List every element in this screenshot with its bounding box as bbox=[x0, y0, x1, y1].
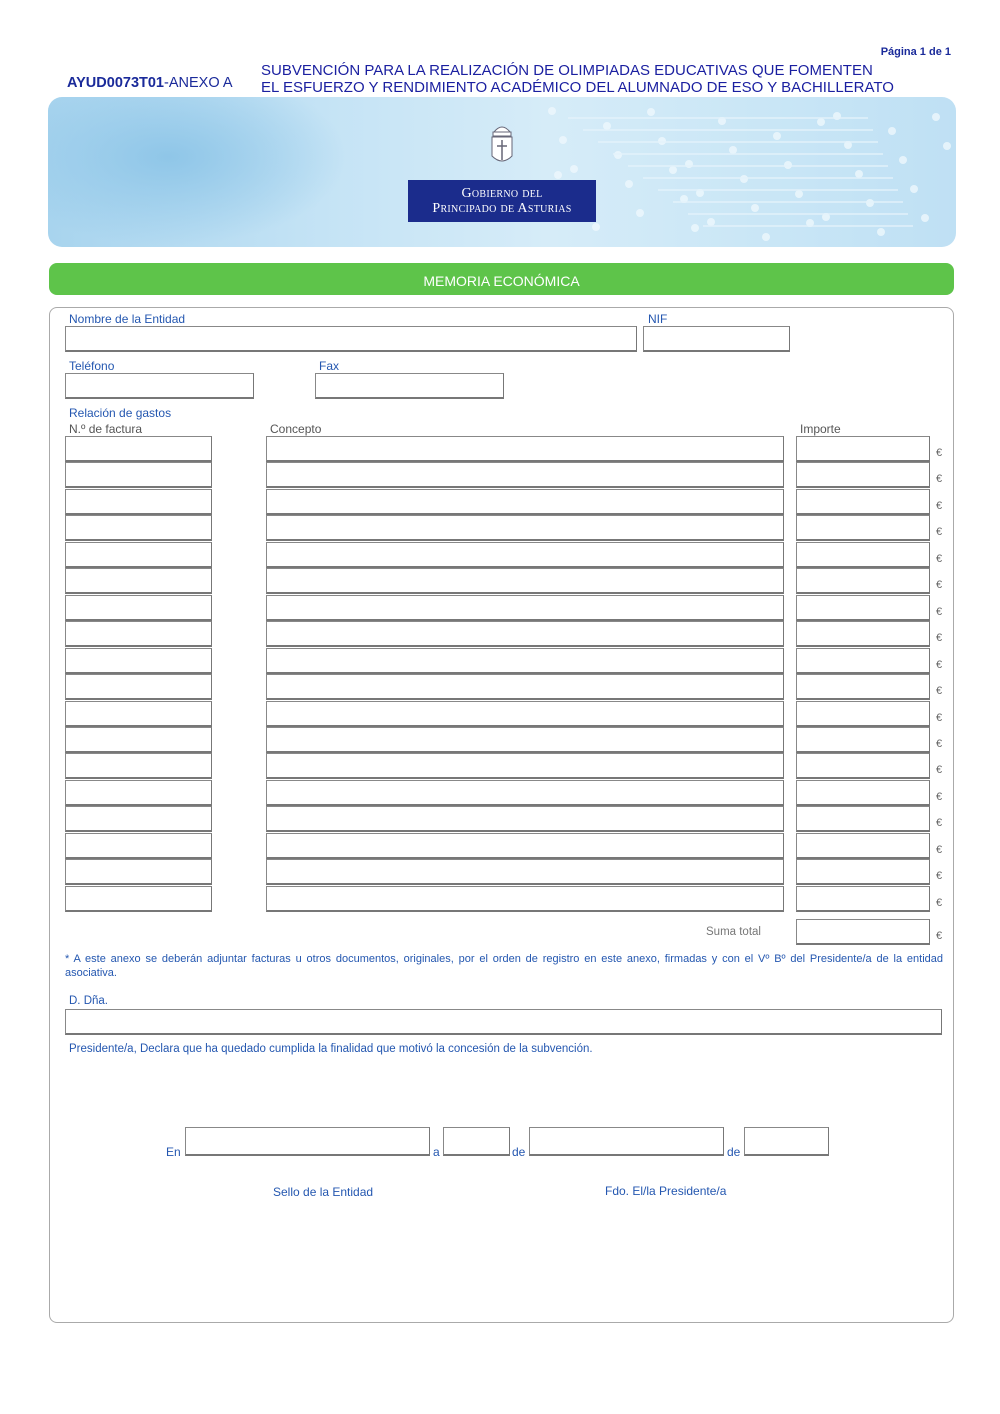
concept-input[interactable] bbox=[266, 515, 784, 541]
circuit-dot bbox=[647, 108, 655, 116]
total-input[interactable] bbox=[796, 919, 930, 945]
concept-input[interactable] bbox=[266, 806, 784, 832]
circuit-trace bbox=[673, 201, 903, 203]
circuit-dot bbox=[899, 156, 907, 164]
circuit-dot bbox=[559, 136, 567, 144]
expenses-label: Relación de gastos bbox=[69, 406, 172, 420]
attachment-note: * A este anexo se deberán adjuntar facturas u otros documentos, originales, por el orden de registro en este anexo, firmadas y con el Vº Bº del Presidente/a de la entidad asociativa. bbox=[65, 953, 943, 979]
invoice-number-input[interactable] bbox=[65, 833, 212, 859]
logo-line-2: Principado de Asturias bbox=[432, 201, 572, 216]
invoice-number-input[interactable] bbox=[65, 621, 212, 647]
circuit-dot bbox=[817, 118, 825, 126]
circuit-trace bbox=[628, 165, 888, 167]
month-input[interactable] bbox=[529, 1127, 724, 1156]
total-currency: € bbox=[936, 930, 943, 942]
currency-symbol: € bbox=[936, 526, 943, 538]
amount-input[interactable] bbox=[796, 859, 930, 885]
month-label: de bbox=[512, 1145, 526, 1159]
concept-input[interactable] bbox=[266, 568, 784, 594]
currency-symbol: € bbox=[936, 685, 943, 697]
annex-label: -ANEXO A bbox=[164, 75, 233, 91]
circuit-dot bbox=[773, 132, 781, 140]
form-code-id: AYUD0073T01 bbox=[67, 75, 164, 91]
amount-input[interactable] bbox=[796, 462, 930, 488]
circuit-trace bbox=[598, 141, 878, 143]
logo-line-1: Gobierno del bbox=[461, 186, 543, 201]
circuit-dot bbox=[921, 214, 929, 222]
name-label: D. Dña. bbox=[69, 995, 108, 1007]
circuit-dot bbox=[548, 107, 556, 115]
concept-input[interactable] bbox=[266, 595, 784, 621]
invoice-number-input[interactable] bbox=[65, 886, 212, 912]
entity-name-label: Nombre de la Entidad bbox=[69, 312, 186, 326]
currency-symbol: € bbox=[936, 870, 943, 882]
circuit-dot bbox=[691, 224, 699, 232]
nif-input[interactable] bbox=[643, 326, 790, 352]
phone-label: Teléfono bbox=[69, 359, 115, 373]
concept-column-header: Concepto bbox=[270, 422, 322, 436]
invoice-number-input[interactable] bbox=[65, 648, 212, 674]
form-code bbox=[67, 75, 233, 91]
currency-symbol: € bbox=[936, 447, 943, 459]
invoice-number-input[interactable] bbox=[65, 542, 212, 568]
fax-label: Fax bbox=[319, 359, 340, 373]
concept-input[interactable] bbox=[266, 753, 784, 779]
invoice-number-input[interactable] bbox=[65, 462, 212, 488]
circuit-dot bbox=[636, 209, 644, 217]
amount-input[interactable] bbox=[796, 833, 930, 859]
circuit-dot bbox=[910, 185, 918, 193]
concept-input[interactable] bbox=[266, 727, 784, 753]
circuit-trace bbox=[688, 213, 908, 215]
concept-input[interactable] bbox=[266, 462, 784, 488]
invoice-number-input[interactable] bbox=[65, 753, 212, 779]
seal-label: Sello de la Entidad bbox=[273, 1185, 374, 1199]
invoice-number-input[interactable] bbox=[65, 515, 212, 541]
concept-input[interactable] bbox=[266, 886, 784, 912]
day-label: a bbox=[433, 1145, 440, 1159]
header-banner bbox=[48, 97, 956, 247]
declaration-text: Presidente/a, Declara que ha quedado cumplida la finalidad que motivó la concesión de la subvención. bbox=[69, 1043, 593, 1055]
amount-input[interactable] bbox=[796, 489, 930, 515]
title-line-1: SUBVENCIÓN PARA LA REALIZACIÓN DE OLIMPIADAS EDUCATIVAS QUE FOMENTEN bbox=[261, 62, 873, 79]
banner-photo bbox=[48, 97, 348, 247]
invoice-number-input[interactable] bbox=[65, 701, 212, 727]
circuit-dot bbox=[751, 204, 759, 212]
circuit-dot bbox=[943, 142, 951, 150]
circuit-dot bbox=[888, 127, 896, 135]
coat-of-arms-icon bbox=[488, 122, 516, 166]
currency-symbol: € bbox=[936, 659, 943, 671]
document-title bbox=[261, 62, 894, 96]
amount-input[interactable] bbox=[796, 648, 930, 674]
currency-symbol: € bbox=[936, 632, 943, 644]
page-indicator: Página 1 de 1 bbox=[880, 46, 951, 58]
circuit-dot bbox=[592, 223, 600, 231]
amount-input[interactable] bbox=[796, 886, 930, 912]
amount-input[interactable] bbox=[796, 727, 930, 753]
currency-symbol: € bbox=[936, 606, 943, 618]
invoice-number-input[interactable] bbox=[65, 595, 212, 621]
amount-input[interactable] bbox=[796, 542, 930, 568]
currency-symbol: € bbox=[936, 500, 943, 512]
amount-input[interactable] bbox=[796, 515, 930, 541]
phone-input[interactable] bbox=[65, 373, 254, 399]
currency-symbol: € bbox=[936, 579, 943, 591]
amount-input[interactable] bbox=[796, 701, 930, 727]
circuit-dot bbox=[877, 228, 885, 236]
amount-input[interactable] bbox=[796, 753, 930, 779]
invoice-number-input[interactable] bbox=[65, 674, 212, 700]
concept-input[interactable] bbox=[266, 436, 784, 462]
currency-symbol: € bbox=[936, 553, 943, 565]
amount-input[interactable] bbox=[796, 568, 930, 594]
invoice-column-header: N.º de factura bbox=[69, 422, 143, 436]
nif-label: NIF bbox=[648, 312, 668, 326]
amount-input[interactable] bbox=[796, 595, 930, 621]
entity-name-input[interactable] bbox=[65, 326, 637, 352]
concept-input[interactable] bbox=[266, 859, 784, 885]
currency-symbol: € bbox=[936, 844, 943, 856]
concept-input[interactable] bbox=[266, 489, 784, 515]
currency-symbol: € bbox=[936, 817, 943, 829]
amount-column-header: Importe bbox=[800, 422, 841, 436]
amount-input[interactable] bbox=[796, 621, 930, 647]
currency-symbol: € bbox=[936, 473, 943, 485]
circuit-trace bbox=[568, 117, 868, 119]
circuit-dot bbox=[762, 233, 770, 241]
circuit-dot bbox=[554, 171, 562, 179]
concept-input[interactable] bbox=[266, 674, 784, 700]
amount-input[interactable] bbox=[796, 436, 930, 462]
currency-symbol: € bbox=[936, 764, 943, 776]
concept-input[interactable] bbox=[266, 780, 784, 806]
name-input[interactable] bbox=[65, 1009, 942, 1035]
concept-input[interactable] bbox=[266, 833, 784, 859]
amount-input[interactable] bbox=[796, 674, 930, 700]
circuit-trace bbox=[613, 153, 883, 155]
invoice-number-input[interactable] bbox=[65, 780, 212, 806]
circuit-trace bbox=[703, 225, 913, 227]
concept-input[interactable] bbox=[266, 648, 784, 674]
invoice-number-input[interactable] bbox=[65, 859, 212, 885]
title-line-2: EL ESFUERZO Y RENDIMIENTO ACADÉMICO DEL ALUMNADO DE ESO Y BACHILLERATO bbox=[261, 79, 894, 96]
circuit-dot bbox=[570, 165, 578, 173]
invoice-number-input[interactable] bbox=[65, 727, 212, 753]
place-input[interactable] bbox=[185, 1127, 430, 1156]
circuit-dot bbox=[669, 166, 677, 174]
year-label: de bbox=[727, 1145, 741, 1159]
circuit-trace bbox=[658, 189, 898, 191]
amount-input[interactable] bbox=[796, 780, 930, 806]
signature-label: Fdo. El/la Presidente/a bbox=[605, 1184, 727, 1198]
total-label: Suma total bbox=[706, 926, 761, 938]
invoice-number-input[interactable] bbox=[65, 436, 212, 462]
currency-symbol: € bbox=[936, 712, 943, 724]
invoice-number-input[interactable] bbox=[65, 568, 212, 594]
day-input[interactable] bbox=[443, 1127, 510, 1156]
place-label: En bbox=[166, 1145, 181, 1159]
year-input[interactable] bbox=[744, 1127, 829, 1156]
circuit-dot bbox=[625, 180, 633, 188]
circuit-dot bbox=[795, 190, 803, 198]
circuit-dot bbox=[932, 113, 940, 121]
circuit-trace bbox=[643, 177, 893, 179]
currency-symbol: € bbox=[936, 897, 943, 909]
concept-input[interactable] bbox=[266, 542, 784, 568]
fax-input[interactable] bbox=[315, 373, 504, 399]
invoice-number-input[interactable] bbox=[65, 489, 212, 515]
amount-input[interactable] bbox=[796, 806, 930, 832]
circuit-trace bbox=[583, 129, 873, 131]
currency-symbol: € bbox=[936, 791, 943, 803]
concept-input[interactable] bbox=[266, 701, 784, 727]
currency-symbol: € bbox=[936, 738, 943, 750]
section-title: MEMORIA ECONÓMICA bbox=[49, 263, 954, 295]
concept-input[interactable] bbox=[266, 621, 784, 647]
government-logo bbox=[408, 180, 596, 222]
invoice-number-input[interactable] bbox=[65, 806, 212, 832]
